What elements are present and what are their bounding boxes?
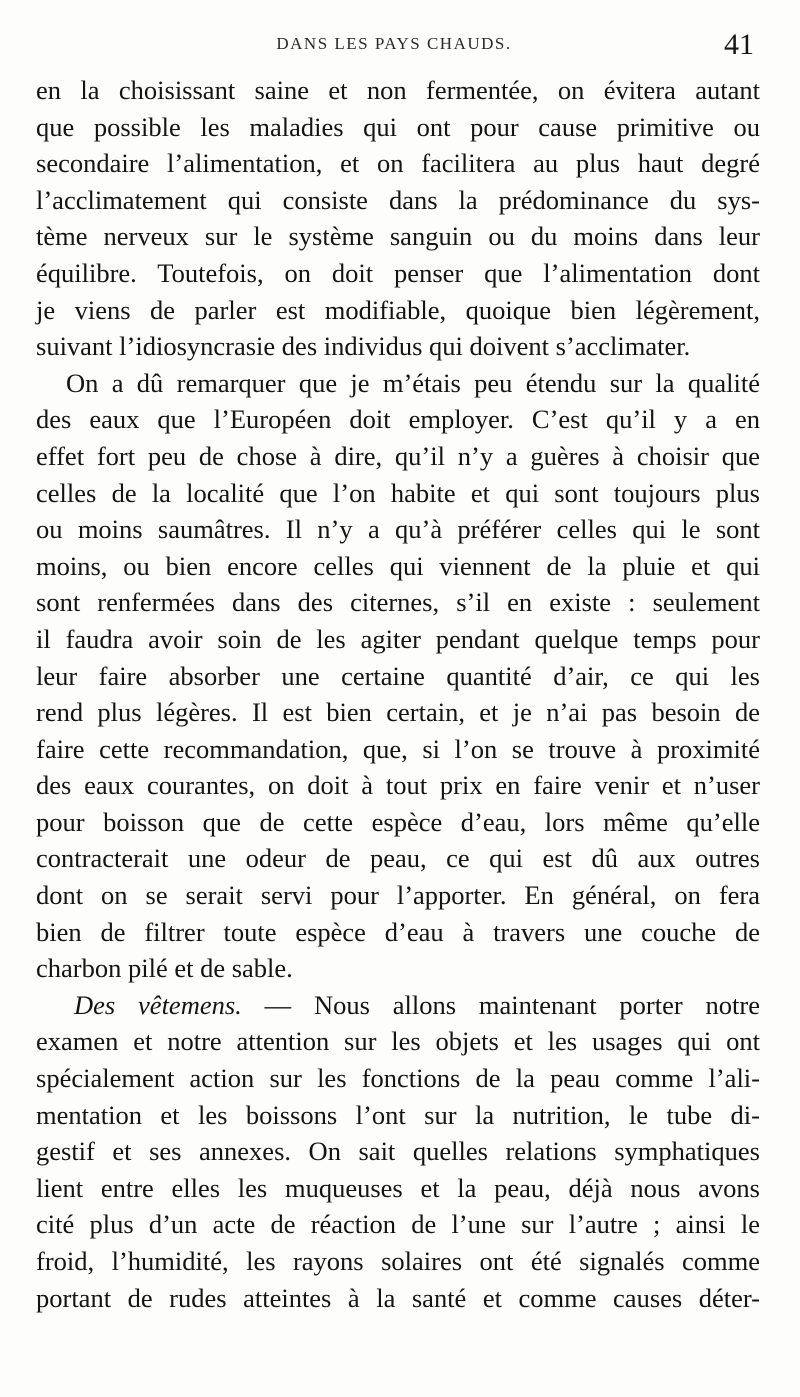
text-line: effet fort peu de chose à dire, qu’il n’y a guères à choisir que: [36, 440, 760, 471]
running-header: [34, 30, 754, 64]
text-line: faire cette recommandation, que, si l’on se trouve à proximité: [36, 733, 760, 764]
text-line: tème nerveux sur le système sanguin ou du moins dans leur: [36, 221, 760, 252]
text-line: portant de rudes atteintes à la santé et comme causes déter-: [36, 1282, 760, 1313]
text-line: gestif et ses annexes. On sait quelles relations symphatiques: [36, 1136, 760, 1167]
text-line: ou moins saumâtres. Il n’y a qu’à préférer celles qui le sont: [36, 514, 760, 545]
text-line: examen et notre attention sur les objets et les usages qui ont: [36, 1026, 760, 1057]
body-text: [36, 72, 760, 1316]
text-line: cité plus d’un acte de réaction de l’une sur l’autre ; ainsi le: [36, 1209, 760, 1240]
text-line: contracterait une odeur de peau, ce qui est dû aux outres: [36, 843, 760, 874]
running-title: DANS LES PAYS CHAUDS.: [276, 34, 512, 53]
heading-dash: —: [241, 989, 314, 1020]
text-line: en la choisissant saine et non fermentée, on évitera autant: [36, 75, 760, 105]
text-line: spécialement action sur les fonctions de la peau comme l’ali-: [36, 1063, 760, 1094]
paragraph-start-line: On a dû remarquer que je m’étais peu étendu sur la qualité: [66, 367, 760, 398]
text-line: bien de filtrer toute espèce d’eau à travers une couche de: [36, 916, 760, 947]
text-line: que possible les maladies qui ont pour cause primitive ou: [36, 111, 760, 142]
text-line: celles de la localité que l’on habite et qui sont toujours plus: [36, 477, 760, 508]
text-line: l’acclimatement qui consiste dans la prédominance du sys-: [36, 184, 760, 215]
text-line: froid, l’humidité, les rayons solaires ont été signalés comme: [36, 1246, 760, 1276]
text-line: mentation et les boissons l’ont sur la nutrition, le tube di-: [36, 1099, 760, 1130]
text-line: pour boisson que de cette espèce d’eau, lors même qu’elle: [36, 806, 760, 837]
text-line: moins, ou bien encore celles qui viennent de la pluie et qui: [36, 550, 760, 581]
text-line: charbon pilé et de sable.: [36, 953, 293, 984]
text-line: il faudra avoir soin de les agiter pendant quelque temps pour: [36, 623, 760, 654]
section-heading: Des vêtemens.: [74, 989, 242, 1020]
text-line: lient entre elles les muqueuses et la peau, déjà nous avons: [36, 1172, 760, 1203]
text-line: suivant l’idiosyncrasie des individus qui doivent s’acclimater.: [36, 331, 691, 362]
section-start-line: [36, 987, 760, 1024]
text-line: équilibre. Toutefois, on doit penser que l’alimentation dont: [36, 257, 760, 288]
text-line: secondaire l’alimentation, et on facilitera au plus haut degré: [36, 148, 760, 179]
text-line: des eaux que l’Européen doit employer. C’est qu’il y a en: [36, 404, 760, 435]
text-line: je viens de parler est modifiable, quoique bien légèrement,: [36, 294, 760, 325]
page-number: 41: [724, 28, 754, 61]
text-line: sont renfermées dans des citernes, s’il en existe : seulement: [36, 587, 760, 618]
text-line: dont on se serait servi pour l’apporter. En général, on fera: [36, 880, 760, 911]
text-line: rend plus légères. Il est bien certain, et je n’ai pas besoin de: [36, 697, 760, 728]
text-line: des eaux courantes, on doit à tout prix en faire venir et n’user: [36, 770, 760, 801]
text-line: leur faire absorber une certaine quantité d’air, ce qui les: [36, 660, 760, 691]
section-first-line-text: Nous allons maintenant porter notre: [313, 989, 760, 1020]
